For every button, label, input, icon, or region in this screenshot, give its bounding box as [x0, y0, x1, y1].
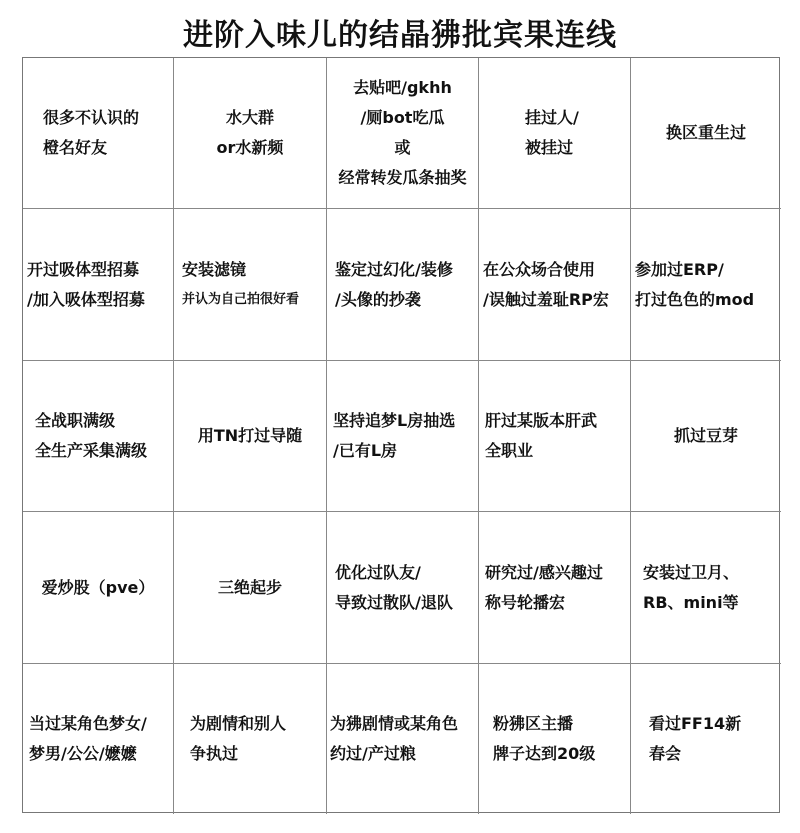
bingo-grid [22, 57, 780, 813]
cell-text-line: /已有L房 [333, 441, 398, 460]
bingo-cell [174, 664, 327, 814]
cell-text-line: 去贴吧/gkhh [353, 78, 452, 97]
cell-text-line: 坚持追梦L房抽选 [333, 411, 456, 430]
cell-text-line: 或 [394, 138, 411, 157]
bingo-cell [327, 664, 479, 814]
cell-text-line: 为剧情和别人 [190, 714, 287, 733]
bingo-cell [479, 361, 631, 512]
cell-text-line: RB、mini等 [643, 592, 739, 612]
cell-text-line: 看过FF14新 [649, 714, 742, 733]
page-title: 进阶入味儿的结晶狒批宾果连线 [183, 18, 617, 53]
cell-text-line: 牌子达到20级 [493, 744, 596, 763]
cell-text-line: 称号轮播宏 [485, 592, 566, 612]
cell-text-line: 并认为自己拍很好看 [182, 291, 300, 307]
bingo-cell [631, 512, 781, 664]
bingo-cell [174, 58, 327, 209]
bingo-cell [327, 512, 479, 664]
cell-text-line: 优化过队友/ [335, 562, 421, 582]
cell-text-line: 被挂过 [525, 138, 574, 157]
bingo-cell [479, 512, 631, 664]
bingo-cell [479, 58, 631, 209]
cell-text-line: 橙名好友 [43, 138, 108, 157]
cell-text-line: 全职业 [485, 441, 534, 460]
cell-text-line: 三绝起步 [217, 577, 282, 597]
cell-text-line: 梦男/公公/嬷嬷 [29, 744, 137, 763]
cell-text-line: 换区重生过 [665, 123, 746, 142]
bingo-cell [479, 664, 631, 814]
cell-text-line: 安装滤镜 [182, 259, 247, 279]
bingo-cell [631, 361, 781, 512]
cell-text-line: or水新频 [216, 138, 284, 157]
cell-text-line: 当过某角色梦女/ [29, 714, 147, 733]
bingo-cell [23, 361, 174, 512]
cell-text-line: 研究过/感兴趣过 [485, 562, 603, 582]
bingo-cell [631, 664, 781, 814]
cell-text-line: 爱炒股（pve） [41, 577, 155, 597]
cell-text-line: 为狒剧情或某角色 [330, 714, 459, 733]
bingo-cell [327, 361, 479, 512]
bingo-cell [23, 209, 174, 361]
cell-text-line: 用TN打过导随 [197, 426, 303, 445]
bingo-cell [479, 209, 631, 361]
bingo-cell [174, 512, 327, 664]
cell-text-line: 经常转发瓜条抽奖 [338, 168, 467, 187]
bingo-cell [327, 209, 479, 361]
cell-text-line: 很多不认识的 [43, 108, 140, 127]
bingo-cell [631, 209, 781, 361]
bingo-cell [23, 512, 174, 664]
cell-text-line: 水大群 [225, 108, 274, 127]
cell-text-line: 全战职满级 [35, 411, 116, 430]
cell-text-line: 开过吸体型招募 [27, 259, 140, 279]
bingo-cell [174, 209, 327, 361]
cell-text-line: 抓过豆芽 [673, 426, 738, 445]
bingo-cell [174, 361, 327, 512]
cell-text-line: 参加过ERP/ [635, 259, 724, 279]
cell-text-line: /加入吸体型招募 [27, 289, 145, 309]
cell-text-line: 肝过某版本肝武 [485, 411, 598, 430]
cell-text-line: 在公众场合使用 [483, 259, 596, 279]
cell-text-line: 春会 [649, 744, 682, 763]
cell-text-line: /厕bot吃瓜 [360, 108, 445, 127]
cell-text-line: /头像的抄袭 [335, 289, 421, 309]
cell-text-line: 约过/产过粮 [330, 744, 416, 763]
bingo-cell [23, 58, 174, 209]
cell-text-line: 打过色色的mod [635, 289, 755, 309]
cell-text-line: 导致过散队/退队 [335, 592, 453, 612]
bingo-cell [327, 58, 479, 209]
cell-text-line: 粉狒区主播 [493, 714, 574, 733]
cell-text-line: 争执过 [190, 744, 239, 763]
cell-text-line: 挂过人/ [525, 108, 579, 127]
cell-text-line: 鉴定过幻化/装修 [335, 259, 453, 279]
cell-text-line: /误触过羞耻RP宏 [483, 289, 609, 309]
cell-text-line: 安装过卫月、 [643, 562, 740, 582]
bingo-cell [631, 58, 781, 209]
cell-text-line: 全生产采集满级 [35, 441, 148, 460]
bingo-cell [23, 664, 174, 814]
